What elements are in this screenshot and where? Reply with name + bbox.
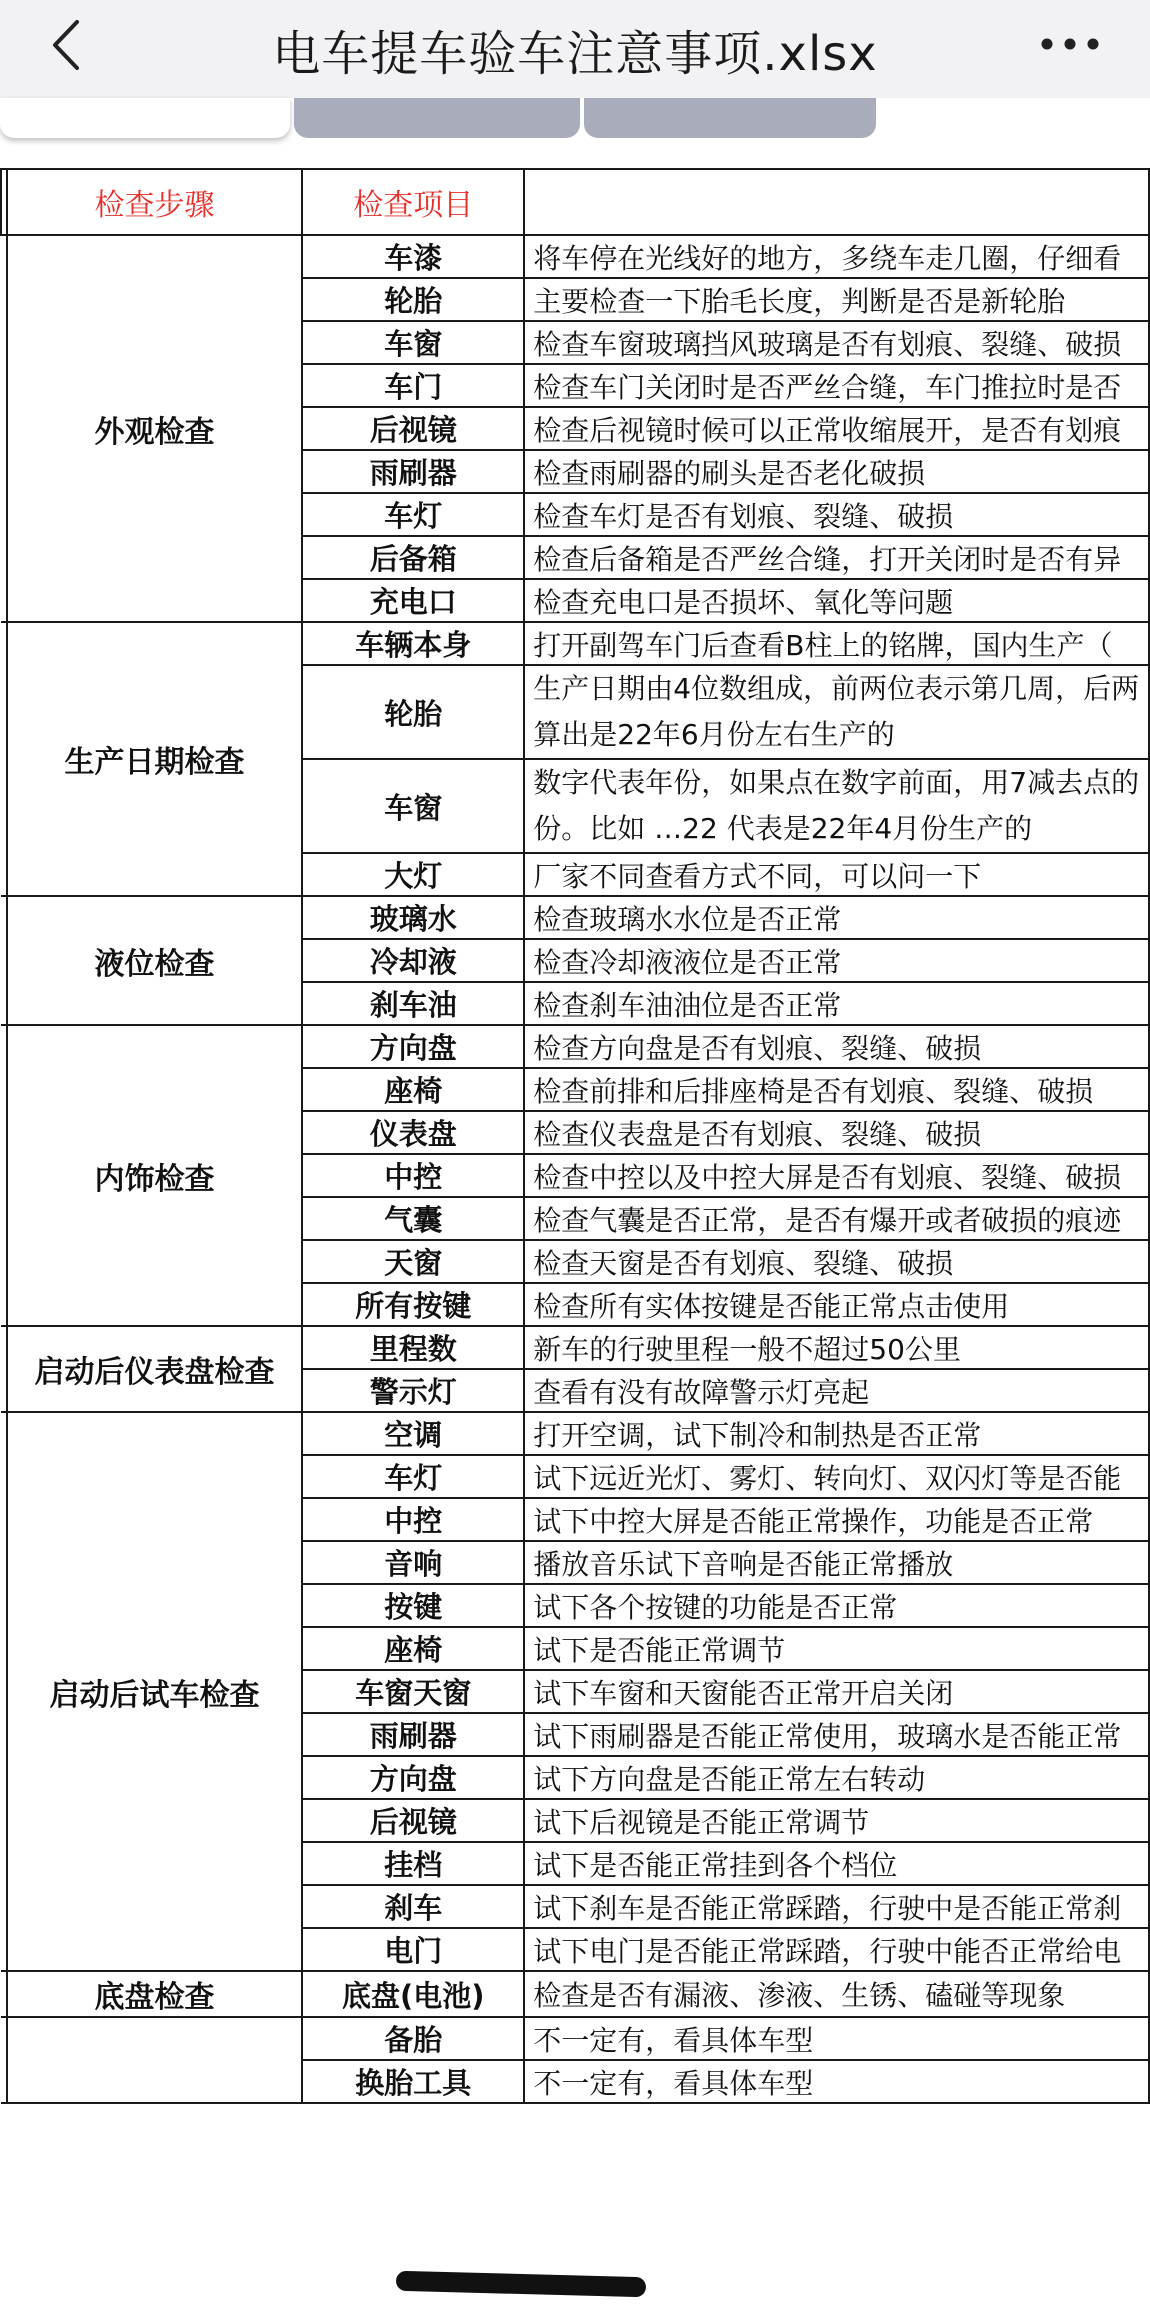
item-cell[interactable]: 轮胎 [302,278,524,321]
description-cell[interactable]: 数字代表年份，如果点在数字前面，用7减去点的 份。比如 …22 代表是22年4月份生产的 [524,759,1149,853]
item-cell[interactable]: 刹车油 [302,982,524,1025]
item-cell[interactable]: 挂档 [302,1842,524,1885]
description-cell[interactable]: 将车停在光线好的地方，多绕车走几圈，仔细看 [524,235,1149,278]
sheet-tab-3[interactable] [584,98,876,138]
item-cell[interactable]: 座椅 [302,1068,524,1111]
description-cell[interactable]: 检查车门关闭时是否严丝合缝，车门推拉时是否 [524,364,1149,407]
item-cell[interactable]: 仪表盘 [302,1111,524,1154]
document-title: 电车提车验车注意事项.xlsx [272,25,878,82]
item-cell[interactable]: 空调 [302,1412,524,1455]
description-cell[interactable]: 检查冷却液液位是否正常 [524,939,1149,982]
item-cell[interactable]: 中控 [302,1154,524,1197]
description-cell[interactable]: 厂家不同查看方式不同，可以问一下 [524,853,1149,896]
column-header-step[interactable]: 检查步骤 [7,169,302,235]
description-cell[interactable]: 检查天窗是否有划痕、裂缝、破损 [524,1240,1149,1283]
step-cell[interactable]: 内饰检查 [7,1025,302,1326]
item-cell[interactable]: 车窗 [302,321,524,364]
table-row [1,1025,1149,1068]
back-button[interactable] [36,10,96,80]
title-bar [0,0,1150,98]
description-cell[interactable]: 播放音乐试下音响是否能正常播放 [524,1541,1149,1584]
item-cell[interactable]: 充电口 [302,579,524,622]
spreadsheet-grid[interactable] [0,168,1150,2104]
description-cell[interactable]: 检查所有实体按键是否能正常点击使用 [524,1283,1149,1326]
description-cell[interactable]: 检查充电口是否损坏、氧化等问题 [524,579,1149,622]
description-cell[interactable]: 检查车灯是否有划痕、裂缝、破损 [524,493,1149,536]
step-cell[interactable] [7,2017,302,2103]
handwriting-scribble [396,2271,646,2298]
description-cell[interactable]: 检查仪表盘是否有划痕、裂缝、破损 [524,1111,1149,1154]
item-cell[interactable]: 所有按键 [302,1283,524,1326]
description-cell[interactable]: 检查玻璃水水位是否正常 [524,896,1149,939]
item-cell[interactable]: 车窗天窗 [302,1670,524,1713]
item-cell[interactable]: 后视镜 [302,1799,524,1842]
description-cell[interactable]: 试下远近光灯、雾灯、转向灯、双闪灯等是否能 [524,1455,1149,1498]
description-cell[interactable]: 打开副驾车门后查看B柱上的铭牌，国内生产（ [524,622,1149,665]
description-cell[interactable]: 试下方向盘是否能正常左右转动 [524,1756,1149,1799]
item-cell[interactable]: 气囊 [302,1197,524,1240]
description-cell[interactable]: 试下刹车是否能正常踩踏，行驶中是否能正常刹 [524,1885,1149,1928]
item-cell[interactable]: 音响 [302,1541,524,1584]
item-cell[interactable]: 车灯 [302,493,524,536]
chevron-left-icon [49,18,83,72]
sheet-tab-1[interactable] [0,98,290,138]
item-cell[interactable]: 冷却液 [302,939,524,982]
description-cell[interactable]: 主要检查一下胎毛长度，判断是否是新轮胎 [524,278,1149,321]
step-cell[interactable]: 启动后试车检查 [7,1412,302,1971]
item-cell[interactable]: 车门 [302,364,524,407]
inspection-table [0,168,1150,2104]
item-cell[interactable]: 轮胎 [302,665,524,759]
item-cell[interactable]: 底盘(电池) [302,1971,524,2017]
description-cell[interactable]: 检查中控以及中控大屏是否有划痕、裂缝、破损 [524,1154,1149,1197]
sheet-tab-bar [0,98,1150,170]
column-header-item[interactable]: 检查项目 [302,169,524,235]
description-cell[interactable]: 检查车窗玻璃挡风玻璃是否有划痕、裂缝、破损 [524,321,1149,364]
table-row [1,896,1149,939]
item-cell[interactable]: 方向盘 [302,1025,524,1068]
step-cell[interactable]: 底盘检查 [7,1971,302,2017]
item-cell[interactable]: 中控 [302,1498,524,1541]
table-row [1,1326,1149,1369]
item-cell[interactable]: 车窗 [302,759,524,853]
table-row [1,622,1149,665]
description-cell[interactable]: 试下是否能正常调节 [524,1627,1149,1670]
description-cell[interactable]: 试下车窗和天窗能否正常开启关闭 [524,1670,1149,1713]
item-cell[interactable]: 电门 [302,1928,524,1971]
description-cell[interactable]: 检查方向盘是否有划痕、裂缝、破损 [524,1025,1149,1068]
description-cell[interactable]: 检查刹车油油位是否正常 [524,982,1149,1025]
description-cell[interactable]: 试下电门是否能正常踩踏，行驶中能否正常给电 [524,1928,1149,1971]
description-cell[interactable]: 检查后视镜时候可以正常收缩展开，是否有划痕 [524,407,1149,450]
item-cell[interactable]: 天窗 [302,1240,524,1283]
description-cell[interactable]: 试下中控大屏是否能正常操作，功能是否正常 [524,1498,1149,1541]
item-cell[interactable]: 方向盘 [302,1756,524,1799]
description-cell[interactable]: 检查气囊是否正常，是否有爆开或者破损的痕迹 [524,1197,1149,1240]
item-cell[interactable]: 换胎工具 [302,2060,524,2103]
description-cell[interactable]: 查看有没有故障警示灯亮起 [524,1369,1149,1412]
description-cell[interactable]: 不一定有，看具体车型 [524,2060,1149,2103]
item-cell[interactable]: 按键 [302,1584,524,1627]
step-cell[interactable]: 液位检查 [7,896,302,1025]
sheet-tab-2[interactable] [294,98,580,138]
step-cell[interactable]: 生产日期检查 [7,622,302,896]
table-row [1,1971,1149,2017]
ellipsis-icon [1040,37,1100,51]
table-row [1,235,1149,278]
description-cell[interactable]: 打开空调，试下制冷和制热是否正常 [524,1412,1149,1455]
step-cell[interactable]: 启动后仪表盘检查 [7,1326,302,1412]
header-row [1,169,1149,235]
item-cell[interactable]: 里程数 [302,1326,524,1369]
description-cell[interactable]: 试下雨刷器是否能正常使用，玻璃水是否能正常 [524,1713,1149,1756]
item-cell[interactable]: 玻璃水 [302,896,524,939]
item-cell[interactable]: 大灯 [302,853,524,896]
item-cell[interactable]: 雨刷器 [302,450,524,493]
more-options-button[interactable] [1030,14,1110,74]
item-cell[interactable]: 备胎 [302,2017,524,2060]
item-cell[interactable]: 后视镜 [302,407,524,450]
description-cell[interactable]: 检查是否有漏液、渗液、生锈、磕碰等现象 [524,1971,1149,2017]
item-cell[interactable]: 座椅 [302,1627,524,1670]
column-header-description[interactable] [524,169,1149,235]
description-cell[interactable]: 检查后备箱是否严丝合缝，打开关闭时是否有异 [524,536,1149,579]
item-cell[interactable]: 车漆 [302,235,524,278]
description-cell[interactable]: 新车的行驶里程一般不超过50公里 [524,1326,1149,1369]
item-cell[interactable]: 车辆本身 [302,622,524,665]
description-cell[interactable]: 不一定有，看具体车型 [524,2017,1149,2060]
item-cell[interactable]: 雨刷器 [302,1713,524,1756]
description-cell[interactable]: 试下各个按键的功能是否正常 [524,1584,1149,1627]
description-cell[interactable]: 试下是否能正常挂到各个档位 [524,1842,1149,1885]
step-cell[interactable]: 外观检查 [7,235,302,622]
item-cell[interactable]: 后备箱 [302,536,524,579]
item-cell[interactable]: 车灯 [302,1455,524,1498]
item-cell[interactable]: 警示灯 [302,1369,524,1412]
table-row [1,1412,1149,1455]
description-cell[interactable]: 试下后视镜是否能正常调节 [524,1799,1149,1842]
table-row [1,2017,1149,2060]
description-cell[interactable]: 生产日期由4位数组成，前两位表示第几周，后两 算出是22年6月份左右生产的 [524,665,1149,759]
description-cell[interactable]: 检查雨刷器的刷头是否老化破损 [524,450,1149,493]
item-cell[interactable]: 刹车 [302,1885,524,1928]
description-cell[interactable]: 检查前排和后排座椅是否有划痕、裂缝、破损 [524,1068,1149,1111]
